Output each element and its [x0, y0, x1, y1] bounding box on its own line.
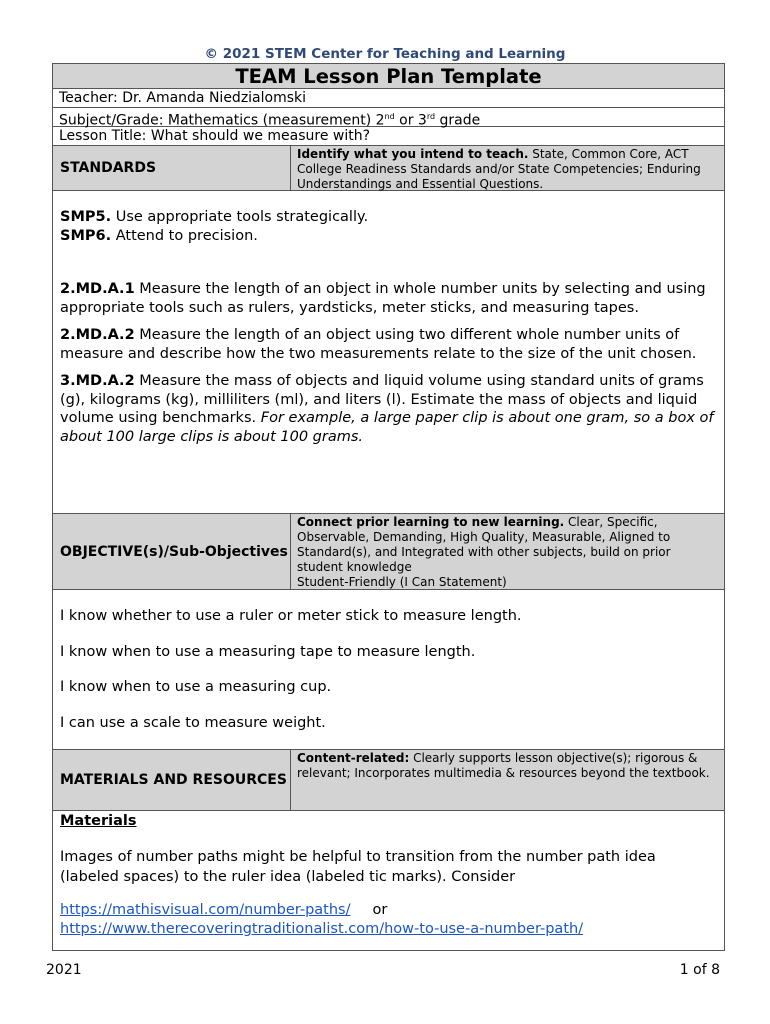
teacher-row: Teacher: Dr. Amanda Niedzialomski: [53, 89, 724, 108]
standards-desc-text: State, Common Core, ACT College Readiness Standards and/or State Competencies; Enduring Understandings and Essential Questions.: [297, 147, 701, 191]
materials-body: [53, 812, 724, 950]
objective-item: I know when to use a measuring cup.: [60, 679, 332, 695]
objectives-header: [53, 514, 724, 590]
objectives-body: [53, 591, 724, 750]
page-number: 1 of 8: [679, 962, 720, 978]
objectives-label: OBJECTIVE(s)/Sub-Objectives: [53, 514, 291, 589]
standards-desc-bold: Identify what you intend to teach.: [297, 147, 529, 161]
materials-desc-bold: Content-related:: [297, 751, 410, 765]
standard-item: 3.MD.A.2 Measure the mass of objects and liquid volume using standard units of grams (g), kilograms (kg), milliliters (ml), and liters (l). Estimate the mass of objects and liquid volume using benchmarks. For example, a large paper clip is about one gram, so a box of about 100 large clips is about 100 grams.: [60, 373, 714, 445]
standards-header: [53, 146, 724, 191]
subject-text: grade: [435, 112, 481, 129]
or-text: or: [372, 901, 388, 918]
objective-item: I can use a scale to measure weight.: [60, 714, 326, 731]
materials-text: Images of number paths might be helpful to transition from the number path idea (labeled spaces) to the ruler idea (labeled tic marks). Consider: [60, 848, 656, 885]
number-path-guide-link[interactable]: https://www.therecoveringtraditionalist.com/how-to-use-a-number-path/: [60, 921, 584, 937]
materials-links: [60, 901, 714, 920]
objectives-desc-bold: Connect prior learning to new learning.: [297, 515, 565, 529]
materials-label: MATERIALS AND RESOURCES: [53, 750, 291, 810]
subject-text: Subject/Grade: Mathematics (measurement) 2: [59, 112, 385, 129]
standards-label: STANDARDS: [53, 146, 291, 190]
standard-item: 2.MD.A.2 Measure the length of an object using two different whole number units of measure and describe how the two measurements relate to the size of the unit chosen.: [60, 327, 697, 362]
subject-text: or 3: [394, 112, 427, 129]
number-paths-link[interactable]: https://mathisvisual.com/number-paths/: [60, 901, 351, 918]
standards-body: [53, 192, 724, 514]
objective-item: I know when to use a measuring tape to measure length.: [60, 643, 476, 660]
lesson-title-row: Lesson Title: What should we measure with?: [53, 127, 724, 146]
ordinal-sup: rd: [426, 112, 436, 121]
lesson-plan-table: [52, 63, 725, 951]
materials-header: [53, 750, 724, 811]
materials-heading: Materials: [60, 813, 137, 829]
subject-row: [53, 108, 724, 127]
standard-item: SMP5. Use appropriate tools strategically.: [60, 209, 369, 225]
footer-year: 2021: [46, 962, 82, 978]
objectives-desc-text: Clear, Specific, Observable, Demanding, High Quality, Measurable, Aligned to Standard(s), and Integrated with other subjects, build on prior student knowledge: [297, 515, 671, 574]
objectives-desc-text: Student-Friendly (I Can Statement): [297, 575, 507, 589]
copyright-header: © 2021 STEM Center for Teaching and Learning: [204, 46, 566, 62]
document-title: TEAM Lesson Plan Template: [53, 64, 724, 89]
materials-description: [291, 750, 724, 810]
standards-description: [291, 146, 724, 190]
objective-item: I know whether to use a ruler or meter stick to measure length.: [60, 608, 522, 624]
standard-item: SMP6. Attend to precision.: [60, 227, 258, 244]
materials-links: [60, 920, 714, 939]
ordinal-sup: nd: [384, 112, 395, 121]
materials-desc-text: Clearly supports lesson objective(s); rigorous & relevant; Incorporates multimedia & resources beyond the textbook.: [297, 751, 710, 780]
objectives-description: [291, 514, 724, 589]
standard-item: 2.MD.A.1 Measure the length of an object in whole number units by selecting and using appropriate tools such as rulers, yardsticks, meter sticks, and measuring tapes.: [60, 281, 706, 316]
